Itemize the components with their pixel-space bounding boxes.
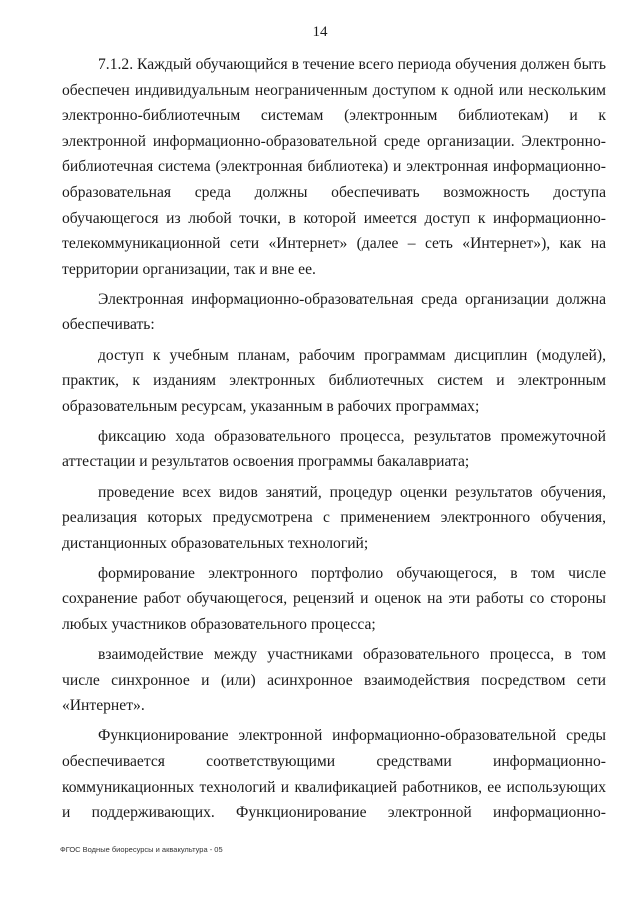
paragraph-functioning: Функционирование электронной информационно-образовательной среды обеспечивается соответствующими средствами информационно-коммуникационных технологий и квалификацией работников, ее использующих и поддерживающих. Функционирование электронной информационно- [62,727,606,822]
document-footer: ФГОС Водные биоресурсы и аквакультура - 05 [60,845,223,854]
list-item-interaction: взаимодействие между участниками образовательного процесса, в том числе синхронное и (или) асинхронное взаимодействия посредством сети «Интернет». [62,646,606,715]
page-number: 14 [312,24,328,40]
body-text [62,52,606,830]
list-item-portfolio: формирование электронного портфолио обучающегося, в том числе сохранение работ обучающегося, рецензий и оценок на эти работы со стороны любых участников образовательного процесса; [62,564,606,633]
list-item-fixation: фиксацию хода образовательного процесса, результатов промежуточной аттестации и результатов освоения программы бакалавриата; [62,427,606,471]
list-item-classes: проведение всех видов занятий, процедур оценки результатов обучения, реализация которых предусмотрена с применением электронного обучения, дистанционных образовательных технологий; [62,483,606,552]
paragraph-eios-requirements: Электронная информационно-образовательная среда организации должна обеспечивать: [62,290,606,334]
list-item-access: доступ к учебным планам, рабочим программам дисциплин (модулей), практик, к изданиям электронных библиотечных систем и электронным образовательным ресурсам, указанным в рабочих программах; [62,346,606,415]
paragraph-7-1-2: 7.1.2. Каждый обучающийся в течение всего периода обучения должен быть обеспечен индивидуальным неограниченным доступом к одной или нескольким электронно-библиотечным системам (электронным библиотекам) и к электронной информационно-образовательной среде организации. Электронно-библиотечная система (электронная библиотека) и электронная информационно-образовательная среда должны обеспечивать возможность доступа обучающегося из любой точки, в которой имеется доступ к информационно-телекоммуникационной сети «Интернет» (далее – сеть «Интернет»), как на территории организации, так и вне ее. [62,56,606,278]
